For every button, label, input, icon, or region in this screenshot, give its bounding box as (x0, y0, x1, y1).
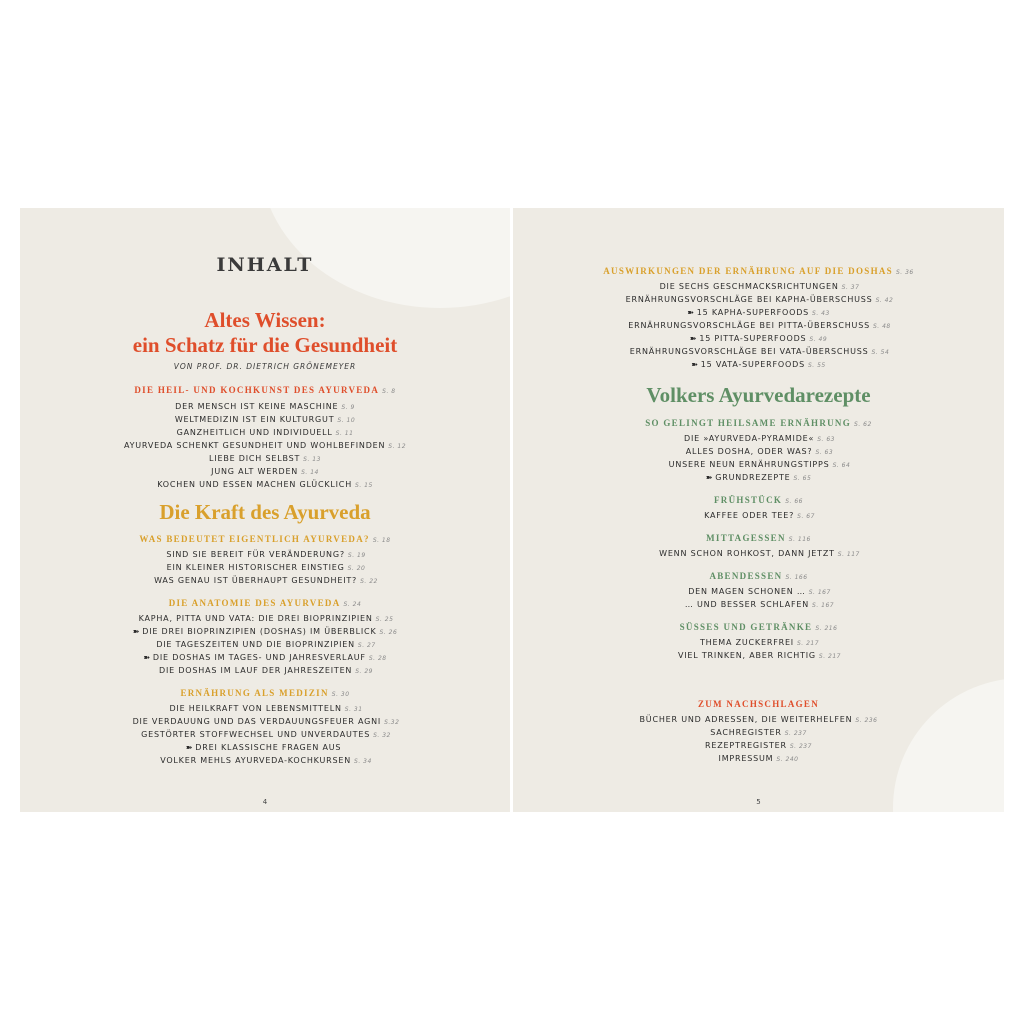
toc-entry (513, 740, 1004, 753)
toc-entry (20, 755, 510, 768)
page-number-left: 4 (262, 798, 268, 806)
part3-block (513, 383, 1004, 408)
entry-title: DIE SECHS GESCHMACKSRICHTUNGEN (659, 282, 839, 291)
page-ref: S. 29 (355, 668, 373, 675)
entry-title: LIEBE DICH SELBST (209, 454, 301, 463)
toc-section (513, 533, 1004, 561)
toc-entry (513, 333, 1004, 346)
section-label: ZUM NACHSCHLAGEN (697, 699, 820, 709)
toc-section (20, 598, 510, 678)
section-label: DIE ANATOMIE DES AYURVEDA (168, 598, 341, 608)
section-heading (20, 688, 510, 698)
section-label: SO GELINGT HEILSAME ERNÄHRUNG (645, 418, 852, 428)
toc-entry (513, 753, 1004, 766)
entry-title: DIE DOSHAS IM LAUF DER JAHRESZEITEN (159, 666, 353, 675)
page-ref: S. 55 (807, 362, 826, 369)
page-ref: S. 25 (375, 616, 394, 623)
entry-title: GESTÖRTER STOFFWECHSEL UND UNVERDAUTES (141, 730, 371, 739)
toc-section (513, 495, 1004, 523)
section-heading (513, 495, 1004, 505)
entry-title: ERNÄHRUNGSVORSCHLÄGE BEI PITTA-ÜBERSCHUSS (628, 321, 870, 330)
entry-title: VOLKER MEHLS AYURVEDA-KOCHKURSEN (160, 756, 352, 765)
page-ref: S. 217 (818, 653, 841, 660)
toc-entry (20, 729, 510, 742)
page-ref: S. 64 (832, 462, 851, 469)
section-label: MITTAGESSEN (706, 533, 786, 543)
page-ref: S. 9 (341, 404, 355, 411)
section-heading (513, 418, 1004, 428)
toc-entry (513, 346, 1004, 359)
toc-entry (20, 716, 510, 729)
toc-entry (513, 586, 1004, 599)
arrow-icon: ➽ (687, 308, 695, 317)
toc-section (513, 571, 1004, 612)
part2-block (20, 500, 510, 525)
entry-title: BÜCHER UND ADRESSEN, DIE WEITERHELFEN (639, 715, 853, 724)
section-heading (20, 385, 510, 395)
arrow-icon: ➽ (705, 473, 714, 482)
entry-title: GANZHEITLICH UND INDIVIDUELL (176, 428, 333, 437)
entry-title: UNSERE NEUN ERNÄHRUNGSTIPPS (668, 460, 830, 469)
page-ref: S. 11 (335, 430, 354, 437)
page-ref: S. 15 (355, 482, 373, 489)
section-label: ERNÄHRUNG ALS MEDIZIN (180, 688, 329, 698)
toc-entry (513, 510, 1004, 523)
page-ref: S. 12 (388, 443, 407, 450)
toc-entry (513, 650, 1004, 663)
page-ref: S. 37 (841, 284, 860, 291)
toc-section (20, 688, 510, 768)
toc-entry (20, 665, 510, 678)
toc-section (20, 534, 510, 588)
toc-entry (513, 472, 1004, 485)
page-ref: S. 43 (812, 310, 830, 317)
toc-section (513, 699, 1004, 766)
page-number-right: 5 (756, 798, 761, 806)
page-ref: S. 31 (344, 706, 363, 713)
page-ref: S. 240 (776, 756, 799, 763)
part1-title-line2: ein Schatz für die Gesundheit (132, 333, 398, 357)
section-heading (20, 598, 510, 608)
entry-title: ERNÄHRUNGSVORSCHLÄGE BEI VATA-ÜBERSCHUSS (629, 347, 869, 356)
toc-entry (513, 320, 1004, 333)
page-ref: S. 166 (785, 574, 808, 581)
toc-entry (20, 453, 510, 466)
page-ref: S. 13 (303, 456, 321, 463)
page-ref: S. 237 (784, 730, 807, 737)
toc-entry (20, 575, 510, 588)
page-ref: S. 217 (796, 640, 820, 647)
page-ref: S. 167 (808, 589, 831, 596)
toc-entry (20, 479, 510, 492)
toc-entry (513, 548, 1004, 561)
part3-sections (513, 418, 1004, 663)
page-ref: S. 32 (373, 732, 391, 739)
section-label: WAS BEDEUTET EIGENTLICH AYURVEDA? (139, 534, 370, 544)
entry-title: GRUNDREZEPTE (715, 473, 791, 482)
toc-entry (20, 652, 510, 665)
entry-title: 15 VATA-SUPERFOODS (700, 360, 805, 369)
entry-title: SACHREGISTER (710, 728, 782, 737)
page-ref: S. 167 (812, 602, 835, 609)
page-ref: S. 20 (347, 565, 366, 572)
entry-title: KOCHEN UND ESSEN MACHEN GLÜCKLICH (157, 480, 353, 489)
entry-title: JUNG ALT WERDEN (211, 467, 299, 476)
entry-title: REZEPTREGISTER (705, 741, 787, 750)
entry-title: 15 KAPHA-SUPERFOODS (696, 308, 810, 317)
page-ref: S. 216 (815, 625, 838, 632)
entry-title: ERNÄHRUNGSVORSCHLÄGE BEI KAPHA-ÜBERSCHUSS (625, 295, 873, 304)
entry-title: DIE TAGESZEITEN UND DIE BIOPRINZIPIEN (156, 640, 355, 649)
entry-title: DIE DREI BIOPRINZIPIEN (DOSHAS) IM ÜBERBLICK (142, 627, 377, 636)
section-label: SÜSSES UND GETRÄNKE (679, 622, 813, 632)
page-ref: S. 28 (368, 655, 387, 662)
page-ref: S. 66 (785, 498, 803, 505)
toc-entry (20, 639, 510, 652)
page-ref: S. 65 (793, 475, 812, 482)
toc-entry (513, 727, 1004, 740)
entry-title: DREI KLASSISCHE FRAGEN AUS (195, 743, 342, 752)
toc-entry (513, 307, 1004, 320)
toc-entry (20, 626, 510, 639)
page-ref: S. 67 (797, 513, 815, 520)
page-ref: S. 27 (357, 642, 376, 649)
toc-entry (20, 440, 510, 453)
part1-byline: VON PROF. DR. DIETRICH GRÖNEMEYER (173, 362, 357, 371)
section-heading (513, 266, 1004, 276)
page-ref: S. 116 (788, 536, 811, 543)
section-auswirkungen (513, 266, 1004, 372)
left-page (20, 208, 510, 812)
toc-entry (20, 613, 510, 626)
section-label: AUSWIRKUNGEN DER ERNÄHRUNG AUF DIE DOSHAS (603, 266, 893, 276)
toc-entry (513, 714, 1004, 727)
page-ref: S. 18 (372, 537, 391, 544)
section-heading (513, 571, 1004, 581)
entry-title: DIE DOSHAS IM TAGES- UND JAHRESVERLAUF (152, 653, 366, 662)
page-ref: S. 42 (875, 297, 894, 304)
section-zum-nachschlagen (513, 699, 1004, 766)
part3-title: Volkers Ayurvedarezepte (646, 383, 871, 407)
toc-entry (20, 414, 510, 427)
section-label: ABENDESSEN (709, 571, 783, 581)
entry-title: KAPHA, PITTA UND VATA: DIE DREI BIOPRINZIPIEN (138, 614, 373, 623)
entry-title: VIEL TRINKEN, ABER RICHTIG (677, 651, 816, 660)
entry-title: AYURVEDA SCHENKT GESUNDHEIT UND WOHLBEFINDEN (123, 441, 386, 450)
section-heil-kochkunst (20, 385, 510, 492)
right-page (513, 208, 1004, 812)
page-ref: S. 34 (354, 758, 372, 765)
toc-section (513, 622, 1004, 663)
entry-title: KAFFEE ODER TEE? (704, 511, 795, 520)
toc-entry (20, 466, 510, 479)
entry-title: SIND SIE BEREIT FÜR VERÄNDERUNG? (166, 550, 345, 559)
entry-title: … UND BESSER SCHLAFEN (684, 600, 810, 609)
arrow-icon: ➽ (691, 360, 699, 369)
arrow-icon: ➽ (143, 653, 151, 662)
entry-title: DIE HEILKRAFT VON LEBENSMITTELN (169, 704, 342, 713)
part2-sections (20, 534, 510, 768)
toc-entry (20, 562, 510, 575)
page-ref: S. 237 (789, 743, 812, 750)
toc-section (513, 418, 1004, 485)
toc-entry (513, 446, 1004, 459)
page-ref: S. 117 (837, 551, 860, 558)
toc-entry (20, 742, 510, 755)
entry-title: WAS GENAU IST ÜBERHAUPT GESUNDHEIT? (154, 576, 358, 585)
entry-title: WENN SCHON ROHKOST, DANN JETZT (659, 549, 835, 558)
part2-title: Die Kraft des Ayurveda (159, 500, 371, 524)
entry-title: DIE VERDAUUNG UND DAS VERDAUUNGSFEUER AGNI (132, 717, 382, 726)
page-ref: S. 36 (895, 269, 914, 276)
section-heading (513, 622, 1004, 632)
entry-title: WELTMEDIZIN IST EIN KULTURGUT (174, 415, 335, 424)
entry-title: 15 PITTA-SUPERFOODS (699, 334, 807, 343)
page-ref: S. 26 (379, 629, 398, 636)
toc-entry (20, 401, 510, 414)
part1-block (20, 308, 510, 371)
page-ref: S. 24 (343, 601, 362, 608)
toc-entry (20, 549, 510, 562)
page-ref: S. 22 (360, 578, 378, 585)
toc-section (513, 266, 1004, 372)
toc-entry (20, 427, 510, 440)
part1-title-line1: Altes Wissen: (204, 308, 326, 332)
entry-title: THEMA ZUCKERFREI (699, 638, 794, 647)
section-label: DIE HEIL- UND KOCHKUNST DES AYURVEDA (134, 385, 380, 395)
page-ref: S. 62 (854, 421, 872, 428)
page-ref: S. 49 (809, 336, 828, 343)
page-ref: S. 63 (815, 449, 834, 456)
arrow-icon: ➽ (689, 334, 698, 343)
entry-title: DEN MAGEN SCHONEN … (688, 587, 806, 596)
page-ref: S. 8 (382, 388, 396, 395)
arrow-icon: ➽ (185, 743, 194, 752)
toc-entry (513, 459, 1004, 472)
entry-title: IMPRESSUM (718, 754, 774, 763)
entry-title: DIE »AYURVEDA-PYRAMIDE« (684, 434, 815, 443)
section-label: FRÜHSTÜCK (714, 495, 783, 505)
toc-entry (513, 294, 1004, 307)
page-ref: S. 30 (331, 691, 350, 698)
page-ref: S. 63 (817, 436, 835, 443)
section-heading (513, 699, 1004, 709)
page-ref: S. 48 (872, 323, 891, 330)
entry-title: DER MENSCH IST KEINE MASCHINE (175, 402, 339, 411)
toc-entry (513, 359, 1004, 372)
toc-entry (513, 433, 1004, 446)
toc-entry (513, 637, 1004, 650)
section-heading (20, 534, 510, 544)
arrow-icon: ➽ (132, 627, 141, 636)
page-ref: S. 236 (855, 717, 878, 724)
toc-entry (20, 703, 510, 716)
contents-heading: INHALT (216, 254, 314, 276)
page-ref: S. 19 (347, 552, 366, 559)
page-ref: S. 54 (871, 349, 890, 356)
entry-title: ALLES DOSHA, ODER WAS? (685, 447, 813, 456)
toc-entry (513, 599, 1004, 612)
page-ref: S. 10 (337, 417, 356, 424)
page-ref: S. 14 (301, 469, 319, 476)
section-heading (513, 533, 1004, 543)
page-ref: S.32 (384, 719, 400, 726)
toc-entry (513, 281, 1004, 294)
entry-title: EIN KLEINER HISTORISCHER EINSTIEG (166, 563, 345, 572)
